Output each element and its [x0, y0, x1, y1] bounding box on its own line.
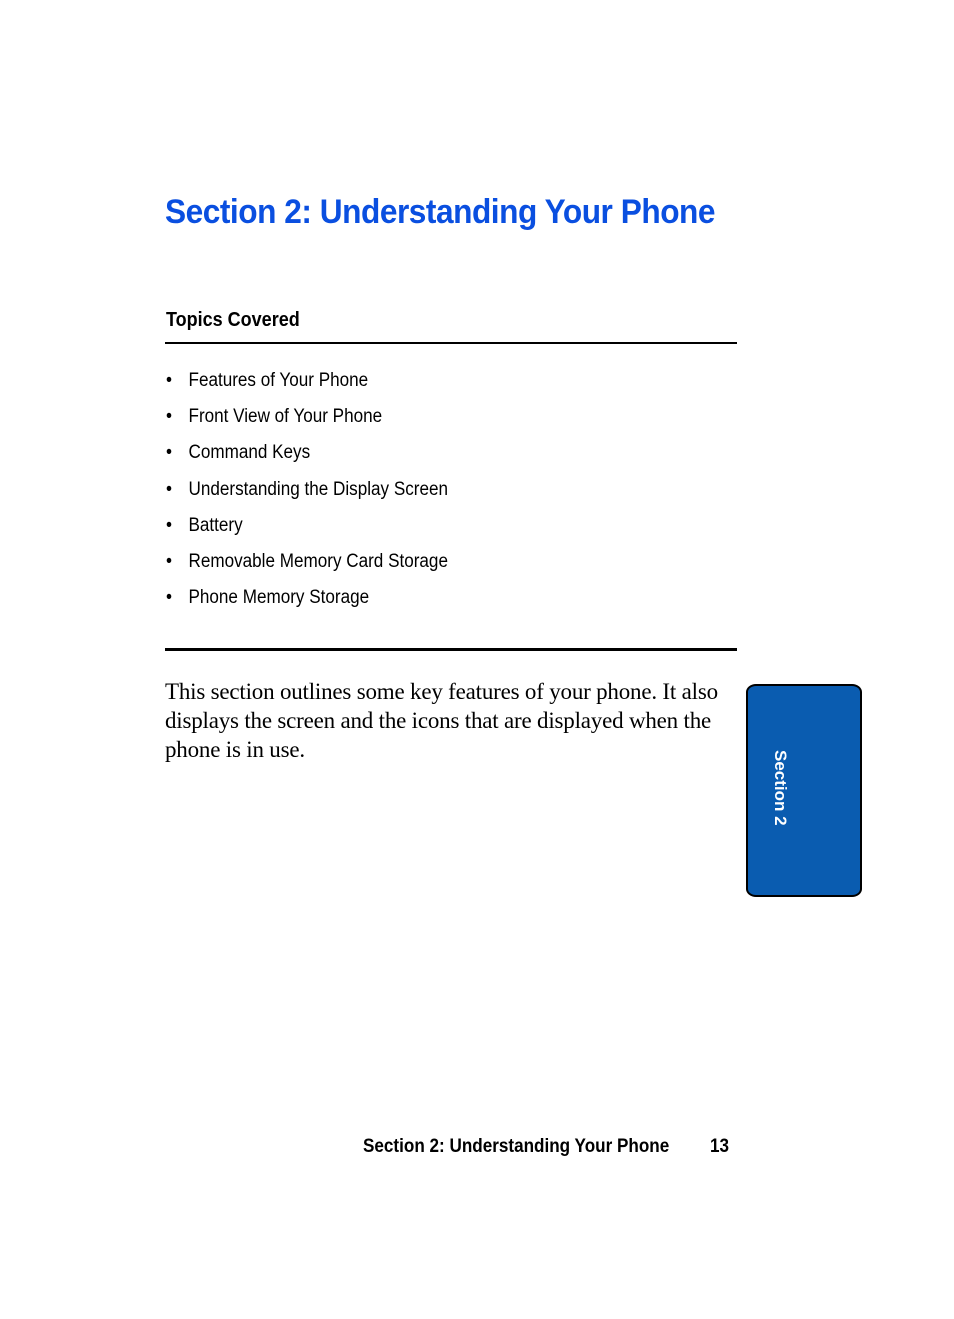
topics-top-divider [165, 342, 737, 344]
topic-label: Features of Your Phone [188, 370, 369, 391]
topic-label: Understanding the Display Screen [188, 478, 449, 500]
topic-label: Command Keys [188, 442, 311, 464]
topics-bottom-divider [165, 648, 737, 651]
topic-label: Battery [188, 514, 243, 536]
list-item [166, 406, 448, 442]
topic-label: Removable Memory Card Storage [188, 550, 448, 572]
list-item [166, 515, 448, 551]
list-item [166, 370, 448, 406]
section-tab-label: Section 2 [771, 750, 790, 826]
bullet-icon: • [166, 442, 172, 464]
bullet-icon: • [166, 478, 172, 500]
page-number: 13 [710, 1136, 730, 1157]
bullet-icon: • [166, 406, 172, 428]
footer-title: Section 2: Understanding Your Phone [363, 1136, 670, 1157]
topic-label: Phone Memory Storage [188, 587, 370, 609]
list-item [166, 479, 448, 515]
list-item [166, 442, 448, 478]
list-item [166, 551, 448, 587]
page-title: Section 2: Understanding Your Phone [165, 193, 716, 231]
topics-heading: Topics Covered [166, 309, 300, 331]
section-tab [746, 684, 862, 897]
list-item [166, 587, 448, 623]
bullet-icon: • [166, 587, 172, 609]
topic-label: Front View of Your Phone [188, 406, 383, 428]
bullet-icon: • [166, 514, 172, 536]
bullet-icon: • [166, 550, 172, 572]
bullet-icon: • [166, 370, 172, 391]
topics-list [166, 370, 479, 623]
intro-paragraph: This section outlines some key features of your phone. It also displays the screen and the icons that are displayed when the phone is in use. [165, 679, 718, 762]
